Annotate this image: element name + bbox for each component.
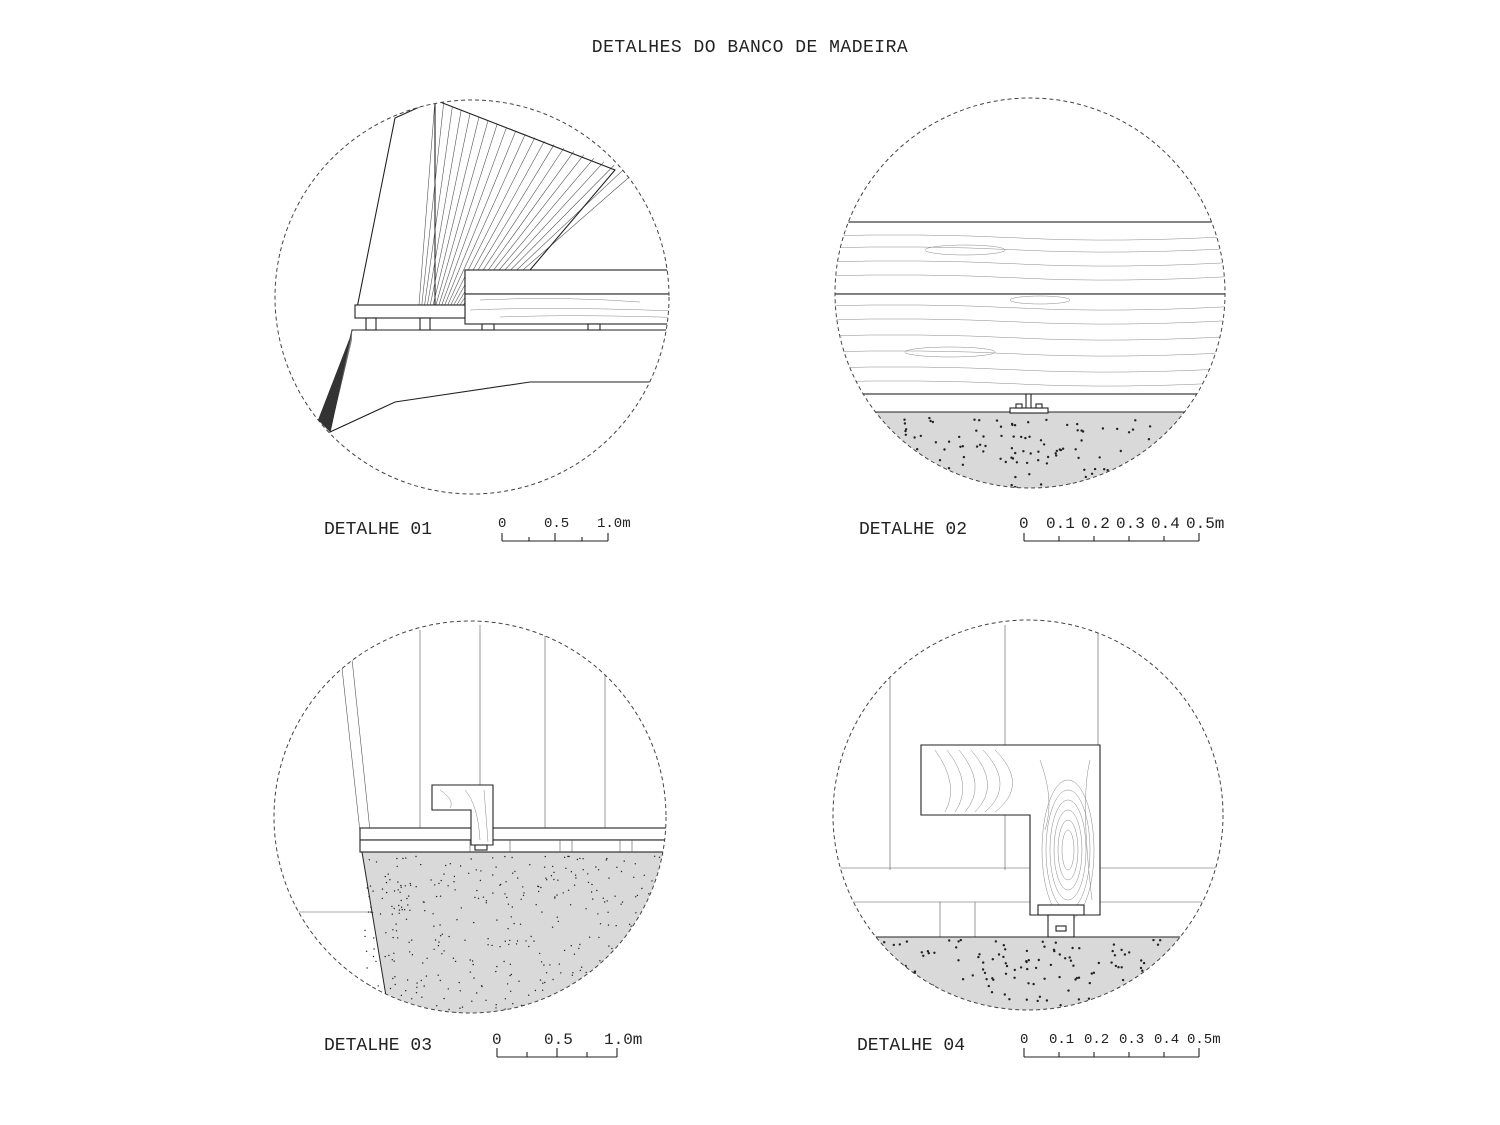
armrest-profile (921, 745, 1100, 915)
scale-tick: 0.2 (1081, 515, 1110, 533)
steel-bracket (1038, 905, 1084, 915)
bench-support (330, 330, 700, 432)
detail-03-scale (492, 1031, 642, 1057)
concrete-base (362, 852, 670, 1020)
base-plate (1010, 408, 1048, 413)
backrest-slat (355, 100, 435, 318)
scale-tick: 0 (1020, 1032, 1029, 1048)
bolt (1016, 404, 1022, 408)
spacer (366, 318, 376, 330)
scale-tick: 1.0m (597, 516, 631, 532)
detail-03 (270, 621, 670, 1057)
detail-02 (820, 98, 1240, 541)
scale-tick: 0.2 (1084, 1032, 1110, 1048)
scale-tick: 0.3 (1116, 515, 1145, 533)
concrete-base (820, 937, 1240, 1027)
detail-02-scale (1019, 515, 1224, 541)
detail-01-scale (498, 516, 631, 541)
seat-slat (360, 828, 670, 840)
scale-tick: 0 (1019, 515, 1029, 533)
seat-beam-upper (820, 222, 1240, 294)
detail-01-label: DETALHE 01 (324, 520, 433, 540)
detail-01 (275, 100, 705, 541)
scale-tick: 0 (492, 1031, 502, 1049)
detail-02-drawing (820, 222, 1240, 512)
bolt (1036, 404, 1042, 408)
bracket (475, 845, 487, 850)
scale-tick: 0.1 (1049, 1032, 1075, 1048)
detail-03-drawing (270, 625, 670, 1022)
seat-support (940, 902, 975, 937)
detail-01-drawing (318, 100, 705, 432)
scale-tick: 0.5 (544, 516, 570, 532)
scale-tick: 1.0m (604, 1031, 643, 1049)
scale-tick: 0.3 (1119, 1032, 1145, 1048)
spacer (420, 318, 430, 330)
bolt (482, 324, 494, 330)
detail-04-label: DETALHE 04 (857, 1036, 966, 1056)
detail-04-drawing (820, 625, 1240, 1027)
detail-04-scale (1020, 1032, 1221, 1057)
scale-tick: 0.5m (1186, 515, 1225, 533)
scale-tick: 0.4 (1151, 515, 1180, 533)
steel-pin (1026, 394, 1031, 408)
seat-slat-top (465, 270, 705, 294)
detail-04 (820, 620, 1240, 1057)
seat-slat (360, 840, 670, 852)
concrete-base (820, 412, 1240, 512)
detail-02-label: DETALHE 02 (859, 520, 968, 540)
backrest-base (355, 305, 465, 318)
scale-tick: 0 (498, 516, 507, 532)
detail-03-label: DETALHE 03 (324, 1036, 433, 1056)
bolt (1056, 926, 1066, 931)
sheet-title: DETALHES DO BANCO DE MADEIRA (591, 38, 909, 58)
scale-tick: 0.5 (544, 1031, 573, 1049)
bolt (588, 324, 600, 330)
scale-tick: 0.4 (1154, 1032, 1180, 1048)
scale-tick: 0.1 (1046, 515, 1075, 533)
scale-tick: 0.5m (1187, 1032, 1221, 1048)
